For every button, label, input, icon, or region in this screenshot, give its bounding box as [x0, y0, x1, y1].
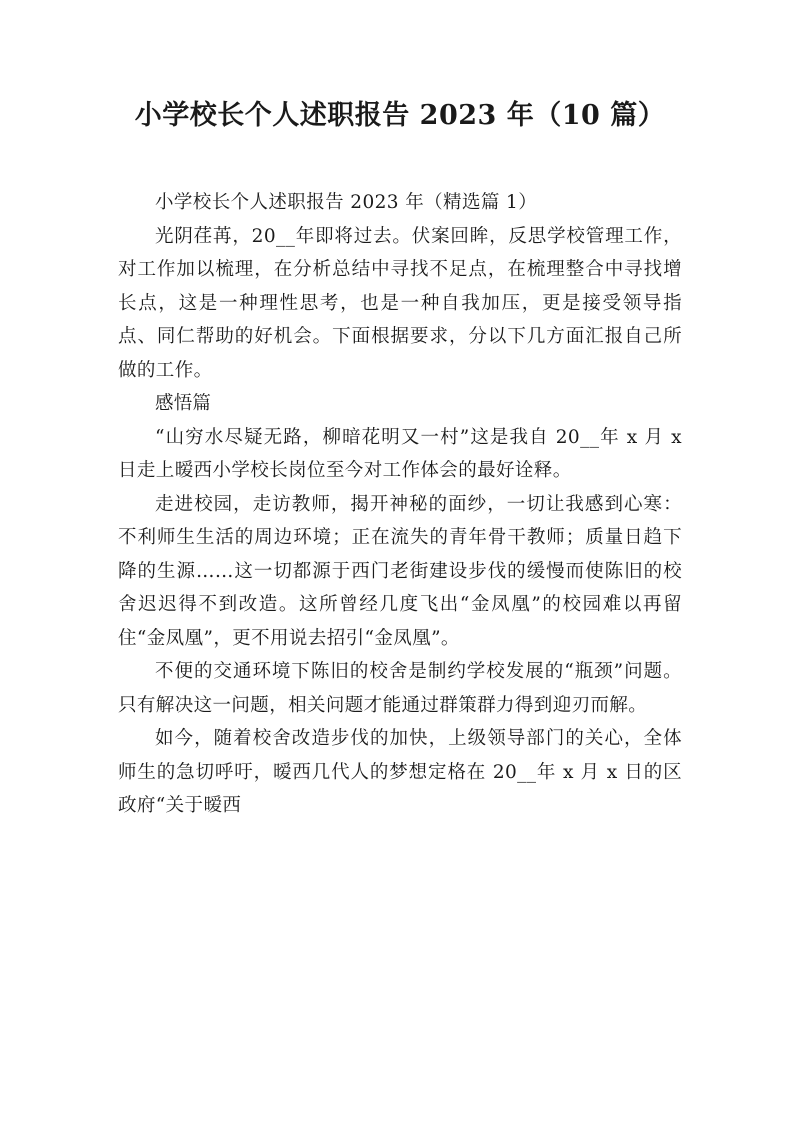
document-body [118, 186, 682, 823]
paragraph-quote: “山穷水尽疑无路，柳暗花明又一村”这是我自 20__年 x 月 x 日走上暧西小学校长岗位至今对工作体会的最好诠释。 [118, 426, 682, 481]
paragraph-bottleneck: 不便的交通环境下陈旧的校舍是制约学校发展的“瓶颈”问题。只有解决这一问题，相关问题才能通过群策群力得到迎刃而解。 [118, 661, 682, 716]
subheading-insights: 感悟篇 [155, 393, 212, 414]
section-heading: 小学校长个人述职报告 2023 年（精选篇 1） [155, 192, 538, 213]
document-title: 小学校长个人述职报告 2023 年（10 篇） [134, 100, 666, 131]
paragraph-campus: 走进校园，走访教师，揭开神秘的面纱，一切让我感到心寒：不利师生生活的周边环境；正在流失的青年骨干教师；质量日趋下降的生源……这一切都源于西门老街建设步伐的缓慢而使陈旧的校舍迟迟得不到改造。这所曾经几度飞出“金凤凰”的校园难以再留住“金凤凰”，更不用说去招引“金凤凰”。 [118, 493, 682, 649]
paragraph-current: 如今，随着校舍改造步伐的加快，上级领导部门的关心，全体师生的急切呼吁，暧西几代人的梦想定格在 20__年 x 月 x 日的区政府“关于暧西 [118, 728, 682, 816]
paragraph-intro: 光阴荏苒，20__年即将过去。伏案回眸，反思学校管理工作，对工作加以梳理，在分析总结中寻找不足点，在梳理整合中寻找增长点，这是一种理性思考，也是一种自我加压，更是接受领导指点、同仁帮助的好机会。下面根据要求，分以下几方面汇报自己所做的工作。 [118, 225, 682, 381]
